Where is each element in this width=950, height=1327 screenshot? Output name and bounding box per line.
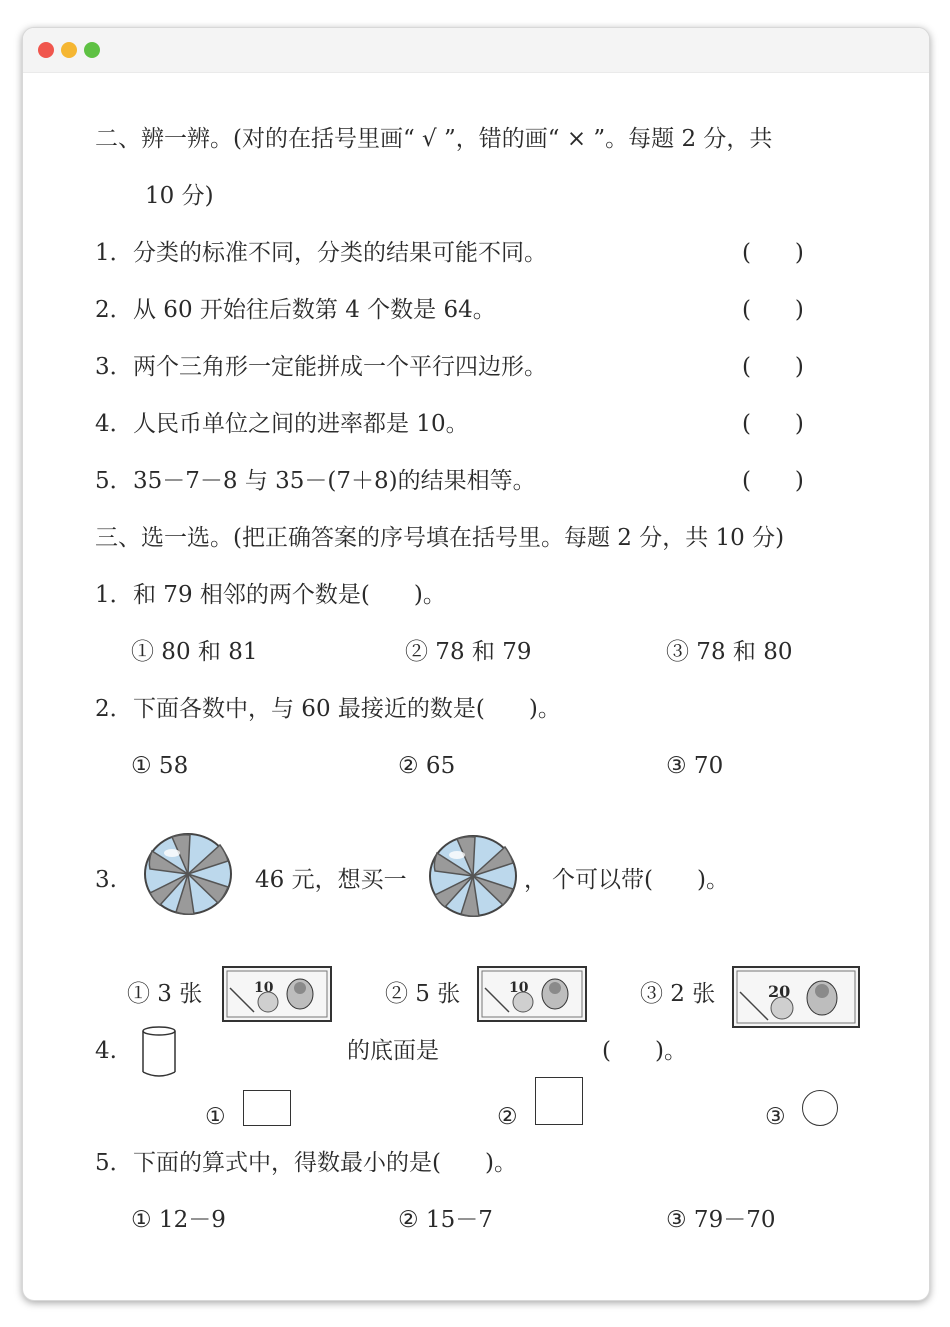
q4-answer: ( )。 [602, 1038, 687, 1064]
section2-heading-cont: 10 分) [145, 183, 214, 209]
q3-comma: ， [524, 867, 547, 893]
bill-value: 10 [254, 980, 274, 996]
q5-number: 5． [95, 1150, 133, 1176]
item-number: 2． [95, 297, 133, 323]
q2-question: 下面各数中，与 60 最接近的数是( )。 [133, 696, 561, 722]
maximize-button[interactable] [84, 42, 100, 58]
answer-blank[interactable]: ( ) [742, 411, 804, 437]
bill-value: 10 [509, 980, 529, 996]
q2-option-3[interactable]: ③ 70 [666, 753, 724, 779]
q2-option-1[interactable]: ① 58 [131, 753, 189, 779]
q3-option-2[interactable]: ② 5 张 [385, 981, 461, 1007]
item-text: 从 60 开始往后数第 4 个数是 64。 [133, 297, 496, 323]
banknote-image [477, 966, 587, 1022]
q2-option-2[interactable]: ② 65 [398, 753, 456, 779]
q1-option-2[interactable]: ② 78 和 79 [405, 639, 532, 665]
answer-blank[interactable]: ( ) [742, 297, 804, 323]
bill-value: 20 [768, 982, 791, 1001]
rectangle-shape [243, 1090, 291, 1126]
title-bar [23, 28, 929, 73]
item-text: 人民币单位之间的进率都是 10。 [133, 411, 469, 437]
q2-number: 2． [95, 696, 133, 722]
item-number: 3． [95, 354, 133, 380]
q1-number: 1． [95, 582, 133, 608]
answer-blank[interactable]: ( ) [742, 240, 804, 266]
q4-number: 4. [95, 1038, 117, 1064]
q1-option-1[interactable]: ① 80 和 81 [131, 639, 258, 665]
cylinder-icon [140, 1025, 178, 1079]
q3-number: 3. [95, 867, 117, 893]
item-text: 两个三角形一定能拼成一个平行四边形。 [133, 354, 547, 380]
q5-option-2[interactable]: ② 15－7 [398, 1207, 493, 1233]
q5-option-1[interactable]: ① 12－9 [131, 1207, 226, 1233]
close-button[interactable] [38, 42, 54, 58]
ball-icon [427, 833, 519, 919]
banknote-image [732, 966, 860, 1028]
ball-icon [142, 831, 234, 917]
q3-price-text: 46 元，想买一 [255, 867, 407, 893]
q1-option-3[interactable]: ③ 78 和 80 [666, 639, 793, 665]
item-text: 35－7－8 与 35－(7＋8)的结果相等。 [133, 468, 536, 494]
q4-text: 的底面是 [347, 1038, 439, 1064]
answer-blank[interactable]: ( ) [742, 354, 804, 380]
item-number: 1． [95, 240, 133, 266]
circle-shape [802, 1090, 838, 1126]
q4-option-1[interactable]: ① [205, 1104, 226, 1130]
q5-question: 下面的算式中，得数最小的是( )。 [133, 1150, 517, 1176]
q3-option-1[interactable]: ① 3 张 [127, 981, 203, 1007]
item-text: 分类的标准不同，分类的结果可能不同。 [133, 240, 547, 266]
q1-question: 和 79 相邻的两个数是( )。 [133, 582, 446, 608]
answer-blank[interactable]: ( ) [742, 468, 804, 494]
section3-heading: 三、选一选。(把正确答案的序号填在括号里。每题 2 分，共 10 分) [95, 525, 785, 551]
q3-tail: 个可以带( )。 [552, 867, 729, 893]
q4-option-2[interactable]: ② [497, 1104, 518, 1130]
item-number: 5． [95, 468, 133, 494]
square-shape [535, 1077, 583, 1125]
q3-option-3[interactable]: ③ 2 张 [640, 981, 716, 1007]
q4-option-3[interactable]: ③ [765, 1104, 786, 1130]
minimize-button[interactable] [61, 42, 77, 58]
item-number: 4． [95, 411, 133, 437]
q5-option-3[interactable]: ③ 79－70 [666, 1207, 776, 1233]
section2-heading: 二、辨一辨。(对的在括号里画“ √ ”，错的画“ × ”。每题 2 分，共 [95, 126, 773, 152]
banknote-image [222, 966, 332, 1022]
